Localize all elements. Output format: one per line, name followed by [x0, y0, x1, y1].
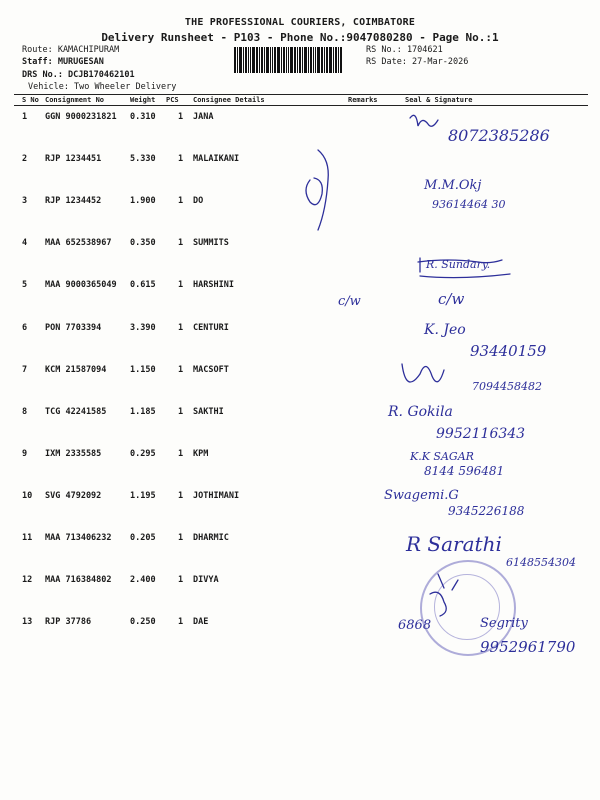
sig-r10-name: Swagemi.G	[384, 488, 459, 503]
col-pcs: PCS	[166, 96, 179, 104]
row-sno: 4	[22, 238, 28, 249]
row-weight: 3.390	[130, 322, 156, 333]
drs-number: DRS No.: DCJB170462101	[22, 70, 135, 80]
row-consignee: HARSHINI	[193, 280, 234, 291]
sig-r4-name: R. Sundary.	[426, 258, 491, 271]
company-title: THE PROFESSIONAL COURIERS, COIMBATORE	[184, 17, 416, 28]
remark-r5: c/w	[338, 294, 361, 309]
row-pcs: 1	[178, 364, 184, 375]
sig-r8-name: R. Gokila	[388, 404, 453, 420]
row-consignee: MACSOFT	[193, 364, 229, 375]
row-sno: 2	[22, 154, 28, 165]
sig-r13-phone: 9952961790	[480, 638, 576, 656]
row-consignee: JANA	[193, 112, 214, 122]
row-pcs: 1	[178, 322, 184, 333]
vehicle-label: Vehicle: Two Wheeler Delivery	[28, 82, 177, 92]
header-rule-bottom	[14, 105, 588, 106]
table-row	[0, 365, 600, 379]
table-row	[0, 154, 600, 168]
sig-r9-phone: 8144 596481	[424, 464, 505, 478]
row-consignee: DAE	[193, 617, 209, 628]
sig-r10-phone: 9345226188	[448, 504, 525, 518]
rs-number: RS No.: 1704621	[366, 45, 443, 55]
sig-r11-phone: 6148554304	[506, 556, 576, 569]
row-sno: 12	[22, 575, 33, 586]
row-weight: 0.615	[130, 280, 156, 291]
sig-r13-name: Segrity	[480, 616, 528, 631]
row-consignment-no: IXM 2335585	[45, 448, 102, 459]
row-consignment-no: GGN 9000231821	[45, 112, 117, 122]
row-weight: 1.150	[130, 364, 156, 375]
row-pcs: 1	[178, 575, 184, 586]
row-consignment-no: MAA 652538967	[45, 238, 112, 249]
row-consignment-no: PON 7703394	[45, 322, 102, 333]
barcode	[234, 47, 362, 73]
col-consignee: Consignee Details	[193, 96, 265, 104]
table-row	[0, 238, 600, 252]
sig-r5: c/w	[438, 290, 465, 308]
col-remarks: Remarks	[348, 96, 378, 104]
table-row	[0, 112, 600, 126]
row-pcs: 1	[178, 280, 184, 291]
signature-stroke-5	[420, 274, 510, 278]
table-row	[0, 449, 600, 463]
header-rule-top	[14, 94, 588, 95]
row-weight: 0.250	[130, 617, 156, 628]
row-sno: 6	[22, 322, 28, 333]
table-row	[0, 280, 600, 294]
row-pcs: 1	[178, 448, 184, 459]
row-sno: 7	[22, 364, 28, 375]
table-row	[0, 323, 600, 337]
sig-r7-phone: 7094458482	[472, 380, 542, 393]
col-weight: Weight	[130, 96, 156, 104]
table-row	[0, 407, 600, 421]
row-consignee: CENTURI	[193, 322, 229, 333]
row-sno: 11	[22, 533, 33, 543]
row-weight: 5.330	[130, 154, 156, 165]
sig-r6-phone: 93440159	[470, 342, 547, 360]
row-consignment-no: RJP 1234452	[45, 196, 102, 207]
row-consignee: DIVYA	[193, 575, 219, 586]
row-consignee: KPM	[193, 448, 209, 459]
sig-r13-a: 6868	[398, 618, 432, 633]
route-label: Route: KAMACHIPURAM	[22, 45, 120, 55]
row-pcs: 1	[178, 196, 184, 207]
row-consignee: SUMMITS	[193, 238, 229, 249]
row-sno: 5	[22, 280, 28, 291]
rs-date: RS Date: 27-Mar-2026	[366, 57, 469, 67]
row-consignment-no: TCG 42241585	[45, 406, 107, 417]
row-pcs: 1	[178, 490, 184, 501]
row-consignment-no: SVG 4792092	[45, 490, 102, 501]
sig-r1-phone: 8072385286	[448, 126, 550, 145]
row-sno: 8	[22, 406, 28, 417]
table-row	[0, 491, 600, 505]
row-consignment-no: KCM 21587094	[45, 364, 107, 375]
row-weight: 0.350	[130, 238, 156, 249]
sig-r3-name: M.M.Okj	[424, 178, 482, 193]
row-weight: 0.310	[130, 112, 156, 122]
row-pcs: 1	[178, 238, 184, 249]
row-pcs: 1	[178, 533, 184, 543]
sig-r3-phone: 93614464 30	[432, 198, 506, 211]
row-sno: 3	[22, 196, 28, 207]
row-consignee: DO	[193, 196, 204, 207]
sig-r8-phone: 9952116343	[436, 426, 526, 442]
row-weight: 2.400	[130, 575, 156, 586]
row-consignment-no: RJP 37786	[45, 617, 92, 628]
row-weight: 1.900	[130, 196, 156, 207]
row-sno: 10	[22, 490, 33, 501]
row-pcs: 1	[178, 617, 184, 628]
row-consignee: SAKTHI	[193, 406, 224, 417]
col-consignment: Consignment No	[45, 96, 105, 104]
table-row	[0, 196, 600, 210]
row-pcs: 1	[178, 406, 184, 417]
table-row	[0, 533, 600, 547]
row-pcs: 1	[178, 154, 184, 165]
staff-label: Staff: MURUGESAN	[22, 57, 104, 67]
row-weight: 0.205	[130, 533, 156, 543]
row-sno: 13	[22, 617, 33, 628]
col-sno: S No	[22, 96, 39, 104]
row-weight: 1.185	[130, 406, 156, 417]
col-seal-signature: Seal & Signature	[405, 96, 473, 104]
row-sno: 9	[22, 448, 28, 459]
row-pcs: 1	[178, 112, 184, 122]
row-weight: 0.295	[130, 448, 156, 459]
row-consignment-no: MAA 716384802	[45, 575, 112, 586]
row-consignee: JOTHIMANI	[193, 490, 240, 501]
row-consignee: MALAIKANI	[193, 154, 240, 165]
sig-r11-name: R Sarathi	[406, 532, 502, 556]
sig-r6-name: K. Jeo	[424, 322, 466, 338]
row-consignee: DHARMIC	[193, 533, 229, 543]
row-sno: 1	[22, 112, 28, 122]
runsheet-subtitle: Delivery Runsheet - P103 - Phone No.:9047080280 - Page No.:1	[101, 31, 499, 44]
row-weight: 1.195	[130, 490, 156, 501]
row-consignment-no: RJP 1234451	[45, 154, 102, 165]
row-consignment-no: MAA 713406232	[45, 533, 112, 543]
row-consignment-no: MAA 9000365049	[45, 280, 117, 291]
sig-r9-name: K.K SAGAR	[410, 450, 474, 463]
